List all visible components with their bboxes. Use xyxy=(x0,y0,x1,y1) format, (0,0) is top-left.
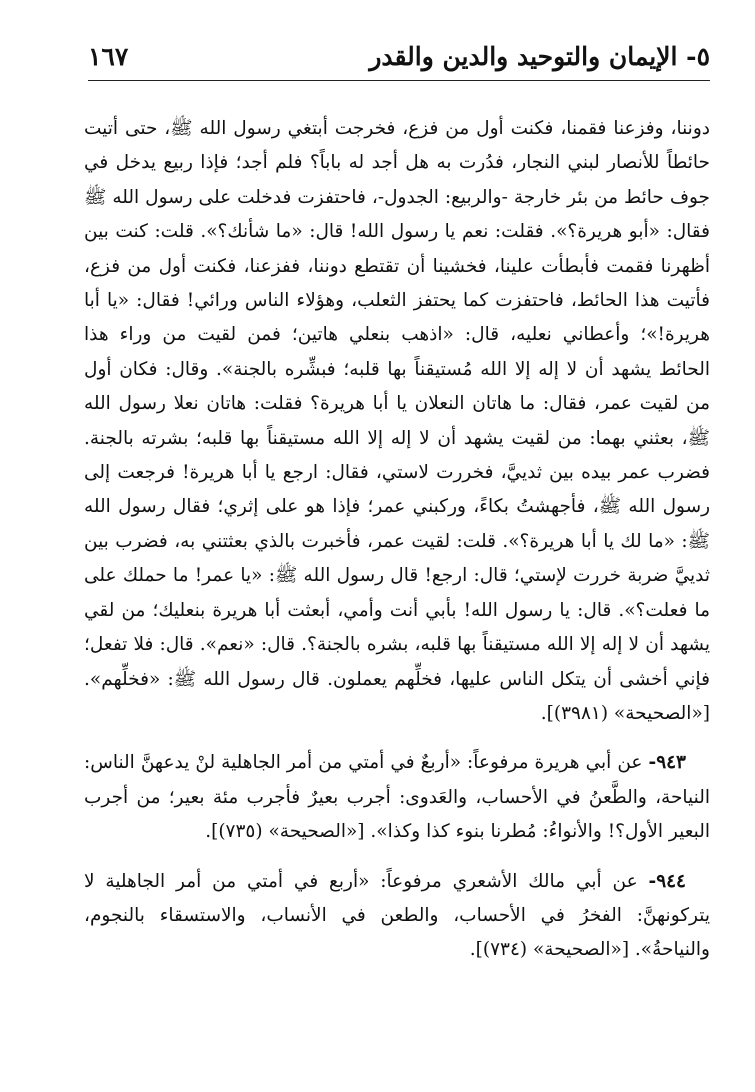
page-number: ١٦٧ xyxy=(88,41,129,71)
hadith-number: ٩٤٤- xyxy=(648,870,686,892)
paragraph-text: عن أبي هريرة مرفوعاً: «أربعٌ في أمتي من أمر الجاهلية لنْ يدعهنَّ الناس: النياحة، والطَّعنُ في الأحساب، والعَدوى: أجرب بعيرٌ فأجرب مئة بعير؛ من أجرب البعير الأول؟! والأنواءُ: مُطرنا بنوء كذا وكذا». [«الصحيحة» (٧٣٥)]. xyxy=(84,752,710,843)
header-divider xyxy=(88,80,710,81)
hadith-number: ٩٤٣- xyxy=(648,752,686,774)
hadith-943 xyxy=(84,746,710,849)
paragraph-text: دوننا، وفزعنا فقمنا، فكنت أول من فزع، فخرجت أبتغي رسول الله ﷺ، حتى أتيت حائطاً للأنصار لبني النجار، فدُرت به هل أجد له باباً؟ فلم أجد؛ فإذا ربيع يدخل في جوف حائط من بئر خارجة -والربيع: الجدول-، فاحتفزت فدخلت على رسول الله ﷺ فقال: «أبو هريرة؟». فقلت: نعم يا رسول الله! قال: «ما شأنك؟». قلت: كنت بين أظهرنا فقمت فأبطأت علينا، فخشينا أن تقتطع دوننا، ففزعنا، فكنت أول من فزع، فأتيت هذا الحائط، فاحتفزت كما يحتفز الثعلب، وهؤلاء الناس ورائي! فقال: «يا أبا هريرة!»؛ وأعطاني نعليه، قال: «اذهب بنعلي هاتين؛ فمن لقيت من وراء هذا الحائط يشهد أن لا إله إلا الله مُستيقناً بها قلبه؛ فبشِّره بالجنة». وقال: فكان أول من لقيت عمر، فقال: ما هاتان النعلان يا أبا هريرة؟ فقلت: هاتان نعلا رسول الله ﷺ، بعثني بهما: من لقيت يشهد أن لا إله إلا الله مستيقناً بها قلبه؛ بشرته بالجنة. فضرب عمر بيده بين ثدييَّ، فخررت لاستي، فقال: ارجع يا أبا هريرة! فرجعت إلى رسول الله ﷺ، فأجهشتُ بكاءً، وركبني عمر؛ فإذا هو على إثري؛ فقال رسول الله ﷺ: «ما لك يا أبا هريرة؟». قلت: لقيت عمر، فأخبرت بالذي بعثتني به، فضرب بين ثدييَّ ضربة خررت لإستي؛ قال: ارجع! قال رسول الله ﷺ: «يا عمر! ما حملك على ما فعلت؟». قال: يا رسول الله! بأبي أنت وأمي، أبعثت أبا هريرة بنعليك؛ من لقي يشهد أن لا إله إلا الله مستيقناً بها قلبه، بشره بالجنة؟. قال: «نعم». قال: فلا تفعل؛ فإني أخشى أن يتكل الناس عليها، فخلِّهم يعملون. قال رسول الله ﷺ: «فخلِّهم». [«الصحيحة» (٣٩٨١)]. xyxy=(84,118,710,724)
paragraph-continuation xyxy=(84,112,710,731)
paragraph-text: عن أبي مالك الأشعري مرفوعاً: «أربع في أمتي من أمر الجاهلية لا يتركونهنَّ: الفخرُ في الأحساب، والطعن في الأنساب، والاستسقاء بالنجوم، والنياحةُ». [«الصحيحة» (٧٣٤)]. xyxy=(84,870,710,961)
page-header xyxy=(88,34,710,78)
chapter-title: ٥- الإيمان والتوحيد والدين والقدر xyxy=(369,41,710,71)
page-body xyxy=(84,112,710,968)
hadith-944 xyxy=(84,865,710,968)
